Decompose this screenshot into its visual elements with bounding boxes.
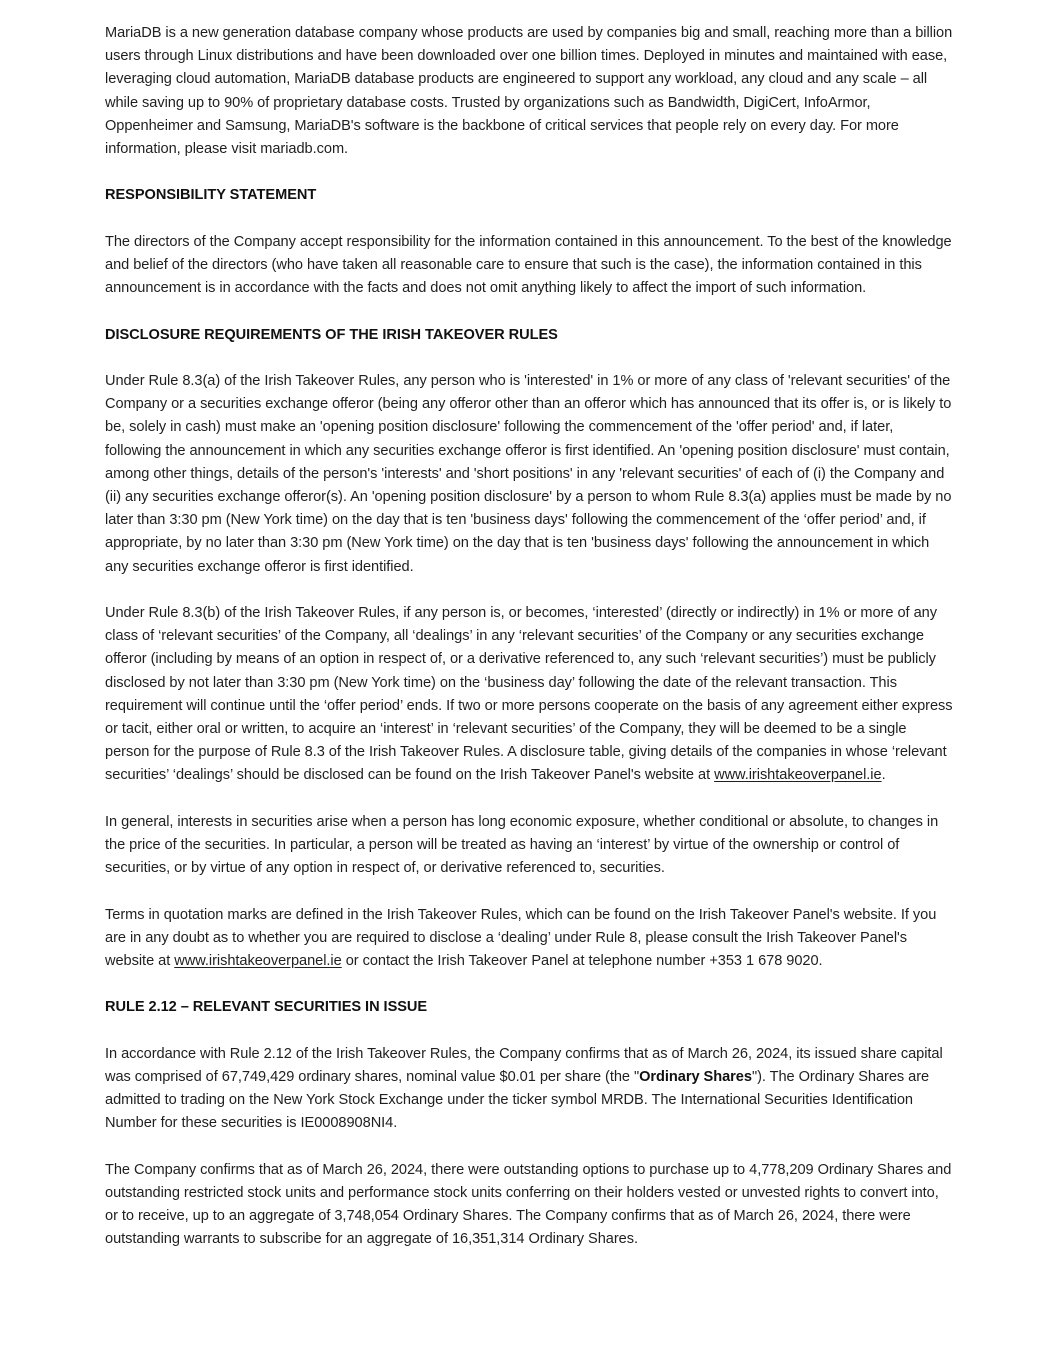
terms-text-end: or contact the Irish Takeover Panel at telephone number +353 1 678 9020. <box>341 953 823 970</box>
share-capital-text-end: "). The Ordinary Shares are admitted to trading on the New York Stock Exchange under the ticker symbol MRDB. The International Securities Identification Number for these securities is IE0008908NI4. <box>105 1069 930 1132</box>
rule-8-3a-paragraph: Under Rule 8.3(a) of the Irish Takeover Rules, any person who is 'interested' in 1% or more of any class of 'relevant securities' of the Company or a securities exchange offeror (being any offeror other than an offeror which has announced that its offer is, or is likely to be, solely in cash) must make an 'opening position disclosure' following the commencement of the 'offer period' and, if later, following the announcement in which any securities exchange offeror is first identified. An 'opening position disclosure' must contain, among other things, details of the person's 'interests' and 'short positions' in any 'relevant securities' of each of (i) the Company and (ii) any securities exchange offeror(s). An 'opening position disclosure' by a person to whom Rule 8.3(a) applies must be made by no later than 3:30 pm (New York time) on the day that is ten 'business days' following the commencement of the ‘offer period’ and, if appropriate, by no later than 3:30 pm (New York time) on the day that is ten 'business days' following the announcement in which any securities exchange offeror is first identified. <box>105 372 952 575</box>
terms-in-quotation-marks-paragraph <box>105 904 953 974</box>
disclosure-requirements-heading: DISCLOSURE REQUIREMENTS OF THE IRISH TAKEOVER RULES <box>105 326 558 343</box>
outstanding-options-paragraph: The Company confirms that as of March 26, 2024, there were outstanding options to purchase up to 4,778,209 Ordinary Shares and outstanding restricted stock units and performance stock units conferring on their holders vested or unvested rights to convert into, or to receive, up to an aggregate of 3,748,054 Ordinary Shares. The Company confirms that as of March 26, 2024, there were outstanding warrants to subscribe for an aggregate of 16,351,314 Ordinary Shares. <box>105 1161 952 1248</box>
responsibility-statement-paragraph: The directors of the Company accept responsibility for the information contained in this announcement. To the best of the knowledge and belief of the directors (who have taken all reasonable care to ensure that such is the case), the information contained in this announcement is in accordance with the facts and does not omit anything likely to affect the import of such information. <box>105 233 952 297</box>
issued-share-capital-paragraph <box>105 1043 953 1136</box>
rule-8-3b-text-end: . <box>881 767 886 784</box>
about-mariadb-paragraph: MariaDB is a new generation database company whose products are used by companies big and small, reaching more than a billion users through Linux distributions and have been downloaded over one billion times. Deployed in minutes and maintained with ease, leveraging cloud automation, MariaDB database products are engineered to support any workload, any cloud and any scale – all while saving up to 90% of proprietary database costs. Trusted by organizations such as Bandwidth, DigiCert, InfoArmor, Oppenheimer and Samsung, MariaDB's software is the backbone of critical services that people rely on every day. For more information, please visit mariadb.com. <box>105 25 953 158</box>
rule-8-3b-paragraph <box>105 602 953 788</box>
terms-text: Terms in quotation marks are defined in the Irish Takeover Rules, which can be found on the Irish Takeover Panel's website. If you are in any doubt as to whether you are required to disclose a ‘dealing’ under Rule 8, please consult the Irish Takeover Panel's website at <box>105 906 937 970</box>
irish-takeover-panel-link-2[interactable]: www.irishtakeoverpanel.ie <box>174 953 342 970</box>
press-release-body <box>105 22 953 1275</box>
responsibility-statement-heading: RESPONSIBILITY STATEMENT <box>105 187 317 204</box>
interests-in-securities-paragraph: In general, interests in securities arise when a person has long economic exposure, whether conditional or absolute, to changes in the price of the securities. In particular, a person will be treated as having an ‘interest’ by virtue of the ownership or control of securities, or by virtue of any option in respect of, or derivative referenced to, securities. <box>105 813 939 877</box>
irish-takeover-panel-link[interactable]: www.irishtakeoverpanel.ie <box>714 767 882 784</box>
share-capital-text: In accordance with Rule 2.12 of the Irish Takeover Rules, the Company confirms that as of March 26, 2024, its issued share capital was comprised of 67,749,429 ordinary shares, nominal value $0.01 per share (the " <box>105 1045 943 1085</box>
rule-2-12-heading: RULE 2.12 – RELEVANT SECURITIES IN ISSUE <box>105 999 428 1016</box>
ordinary-shares-term: Ordinary Shares <box>639 1069 752 1085</box>
rule-8-3b-text: Under Rule 8.3(b) of the Irish Takeover Rules, if any person is, or becomes, ‘interested’ (directly or indirectly) in 1% or more of any class of ‘relevant securities’ of the Company, all ‘dealings’ in any ‘relevant securities’ of the Company or any securities exchange offeror (including by means of an option in respect of, or a derivative referenced to, any such ‘relevant securities’) must be publicly disclosed by not later than 3:30 pm (New York time) on the ‘business day’ following the date of the relevant transaction. This requirement will continue until the ‘offer period’ ends. If two or more persons cooperate on the basis of any agreement either express or tacit, either oral or written, to acquire an ‘interest’ in ‘relevant securities’ of the Company, they will be deemed to be a single person for the purpose of Rule 8.3 of the Irish Takeover Rules. A disclosure table, giving details of the companies in whose ‘relevant securities’ ‘dealings’ should be disclosed can be found on the Irish Takeover Panel's website at <box>105 605 953 784</box>
